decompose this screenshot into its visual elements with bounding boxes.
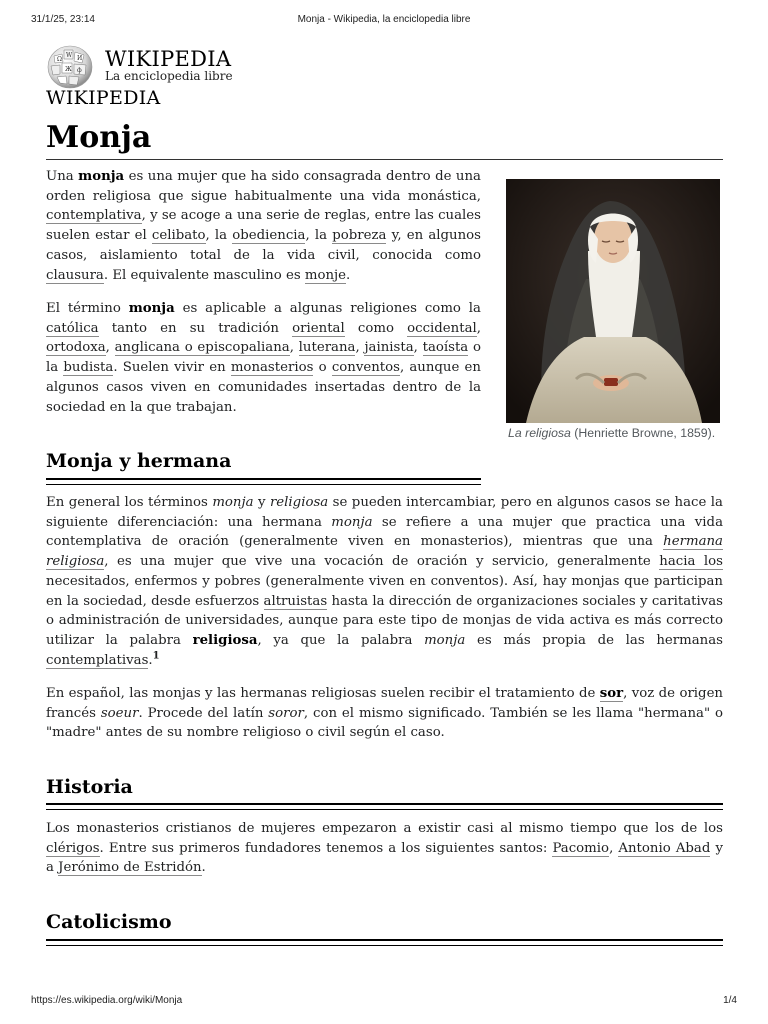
italic-term: soeur	[100, 705, 139, 721]
link-budista[interactable]: budista	[63, 360, 114, 376]
link-luterana[interactable]: luterana	[298, 340, 356, 356]
link-catolica[interactable]: católica	[46, 320, 99, 336]
print-header	[31, 14, 737, 32]
text: como	[344, 320, 408, 336]
print-url[interactable]: https://es.wikipedia.org/wiki/Monja	[31, 995, 183, 1006]
intro-paragraph-1	[46, 167, 481, 285]
text: ,	[355, 340, 365, 356]
wikipedia-globe-icon	[46, 44, 96, 90]
wikipedia-tagline: La enciclopedia libre	[105, 69, 233, 83]
text: es más propia de las hermanas	[465, 632, 723, 648]
link-pobreza[interactable]: pobreza	[332, 228, 387, 244]
link-ortodoxa[interactable]: ortodoxa	[46, 340, 106, 356]
text: . Entre sus primeros fundadores tenemos a los siguientes santos:	[99, 840, 553, 856]
text: ,	[476, 320, 481, 336]
text: Una	[46, 169, 79, 184]
link-altruistas[interactable]: altruistas	[263, 593, 328, 609]
italic-term: soror	[268, 705, 304, 721]
text: , es una mujer que vive una vocación de oración y servicio, generalmente	[104, 554, 660, 570]
print-page-title: Monja - Wikipedia, la enciclopedia libre	[297, 14, 471, 25]
link-monasterios[interactable]: monasterios	[230, 360, 314, 376]
nun-painting-image[interactable]	[506, 179, 720, 423]
link-contemplativa[interactable]: contemplativa	[46, 208, 142, 224]
svg-text:Ω: Ω	[57, 56, 62, 63]
link-anglicana[interactable]: anglicana o episcopaliana	[114, 340, 290, 356]
section-heading-catolicismo: Catolicismo	[46, 911, 172, 933]
text: El término	[46, 301, 129, 316]
text: .	[346, 267, 351, 283]
text: es una mujer que ha sido consagrada dentro de una orden religiosa que sigue habitualmente una vida monástica,	[46, 169, 481, 204]
heading-rule	[46, 945, 723, 946]
text: , y se acoge a una serie de reglas, entre las cuales suelen estar el	[46, 208, 481, 244]
section-heading-historia: Historia	[46, 776, 133, 798]
heading-rule	[46, 803, 723, 805]
section1-paragraph-2	[46, 684, 723, 743]
text: .	[148, 652, 153, 668]
reference-1[interactable]: 1	[152, 650, 160, 662]
svg-text:Ж: Ж	[65, 66, 72, 73]
text: , con el mismo significado. También se les llama "hermana" o "madre" antes de su nombre religioso o civil según el caso.	[46, 705, 723, 741]
italic-term: monja	[212, 495, 254, 510]
text: hasta la dirección de organizaciones sociales y caritativas o administración de universidades, aunque para este tipo de monjas de vida activa es más correcto utilizar la palabra	[46, 593, 723, 648]
bold-term: monja	[128, 301, 175, 316]
link-monje[interactable]: monje	[304, 267, 347, 283]
link-hacia-los[interactable]: hacia los	[659, 554, 723, 570]
italic-term: religiosa	[269, 495, 329, 510]
caption-credit: (Henriette Browne, 1859).	[570, 426, 716, 440]
link-celibato[interactable]: celibato	[151, 228, 206, 244]
italic-term: monja	[331, 514, 373, 530]
svg-text:И: И	[77, 55, 83, 62]
link-clausura[interactable]: clausura	[46, 267, 104, 283]
svg-text:W: W	[66, 52, 73, 59]
heading-rule	[46, 484, 481, 485]
link-antonio-abad[interactable]: Antonio Abad	[618, 840, 711, 856]
text: y, en algunos casos, aislamiento total de la vida civil, conocida como	[46, 228, 481, 263]
link-obediencia[interactable]: obediencia	[232, 228, 306, 244]
text: , aunque en algunos casos viven en comunidades insertadas dentro de la sociedad en la que trabajan.	[46, 360, 481, 415]
bold-term: monja	[78, 169, 125, 184]
image-caption	[508, 425, 720, 442]
print-datetime: 31/1/25, 23:14	[31, 14, 95, 25]
link-occidental[interactable]: occidental	[407, 320, 477, 336]
text: se pueden intercambiar, pero en algunos casos se hace la siguiente diferenciación: una hermana	[46, 495, 723, 530]
intro-paragraph-2	[46, 299, 481, 417]
heading-rule	[46, 478, 481, 480]
text: En general los términos	[46, 495, 213, 510]
link-jainista[interactable]: jainista	[364, 340, 414, 356]
text: . Suelen vivir en	[113, 360, 231, 376]
text: necesitados, enfermos y pobres (generalmente viven en conventos). Así, hay monjas que participan en la sociedad, desde esfuerzos	[46, 573, 723, 609]
text: ,	[105, 340, 115, 356]
heading-rule	[46, 809, 723, 810]
text: , voz de origen francés	[46, 686, 724, 721]
link-clerigos[interactable]: clérigos	[46, 840, 100, 856]
heading-rule	[46, 939, 723, 941]
wikipedia-wordmark-repeat: WIKIPEDIA	[46, 87, 161, 109]
text: , ya que la palabra	[257, 632, 425, 648]
text: o la	[46, 340, 481, 376]
link-contemplativas[interactable]: contemplativas	[46, 652, 149, 668]
wikipedia-logo[interactable]	[46, 44, 346, 110]
text: y a	[46, 840, 723, 876]
link-pacomio[interactable]: Pacomio	[552, 840, 610, 856]
link-oriental[interactable]: oriental	[292, 320, 345, 336]
wikipedia-wordmark: WIKIPEDIA	[105, 47, 232, 71]
link-conventos[interactable]: conventos	[331, 360, 400, 376]
section-heading-monja-y-hermana: Monja y hermana	[46, 450, 232, 472]
text: y	[253, 495, 270, 510]
text: ,	[413, 340, 423, 356]
link-taoista[interactable]: taoísta	[422, 340, 469, 356]
text: ,	[289, 340, 299, 356]
link-jeronimo-de-estridon[interactable]: Jerónimo de Estridón	[58, 860, 202, 876]
caption-title: La religiosa	[508, 426, 571, 440]
text: o	[313, 360, 332, 376]
text: es aplicable a algunas religiones como la	[174, 301, 481, 316]
text: , la	[305, 228, 333, 244]
link-hermana-religiosa[interactable]: hermana religiosa	[46, 534, 723, 570]
svg-text:ф: ф	[77, 67, 82, 74]
page-title: Monja	[46, 120, 723, 160]
text: Los monasterios cristianos de mujeres empezaron a existir casi al mismo tiempo que los de los	[46, 821, 723, 836]
text: .	[201, 860, 206, 876]
link-sor[interactable]: sor	[599, 686, 624, 701]
bold-term: religiosa	[192, 632, 258, 648]
text: . Procede del latín	[138, 705, 269, 721]
italic-term: monja	[424, 632, 466, 648]
text: se refiere a una mujer que practica una vida contemplativa de oración (generalmente viven en monasterios), mientras que una	[46, 514, 723, 550]
text: ,	[609, 840, 619, 856]
text: En español, las monjas y las hermanas religiosas suelen recibir el tratamiento de	[46, 686, 600, 701]
section2-paragraph-1	[46, 819, 723, 878]
text: , la	[205, 228, 233, 244]
text: tanto en su tradición	[98, 320, 293, 336]
text: . El equivalente masculino es	[103, 267, 305, 283]
section1-paragraph-1	[46, 493, 723, 670]
page-number: 1/4	[723, 995, 737, 1006]
